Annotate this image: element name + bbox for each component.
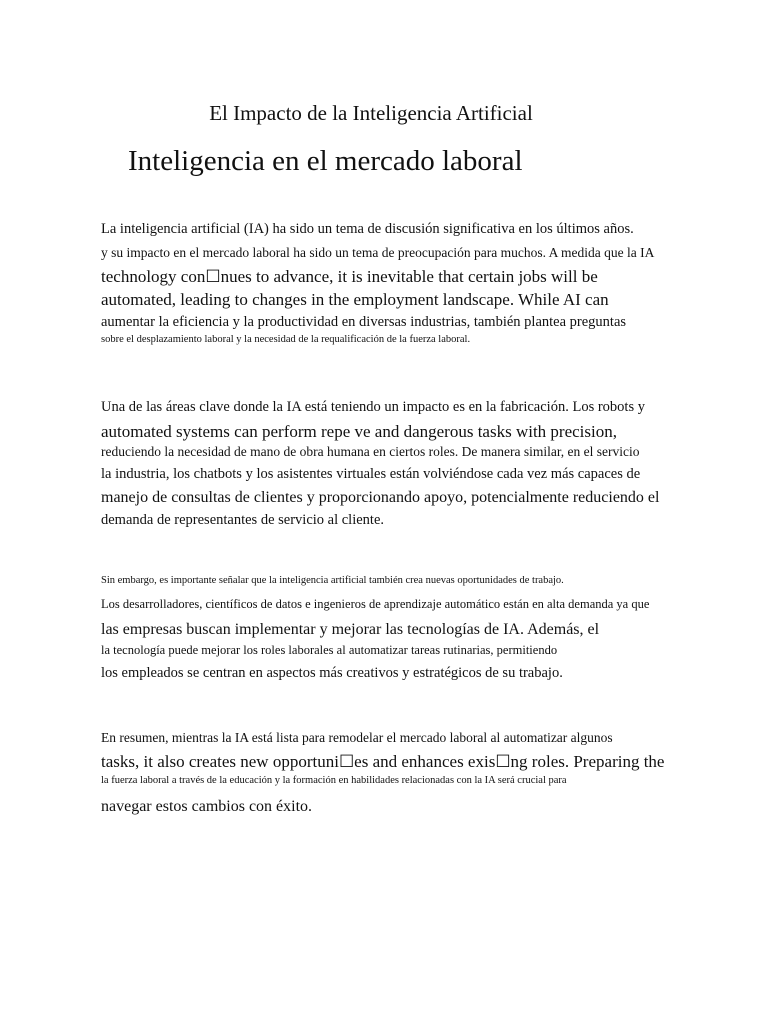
paragraph-2-line-4: la industria, los chatbots y los asistentes virtuales están volviéndose cada vez más capaces de [101, 466, 641, 482]
paragraph-1-line-6: sobre el desplazamiento laboral y la necesidad de la requalificación de la fuerza laboral. [101, 334, 471, 345]
paragraph-4-line-3: la fuerza laboral a través de la educación y la formación en habilidades relacionadas con la IA será crucial para [101, 775, 567, 786]
paragraph-3-line-1: Sin embargo, es importante señalar que la inteligencia artificial también crea nuevas oportunidades de trabajo. [101, 575, 564, 586]
paragraph-1-line-3: technology con☐nues to advance, it is inevitable that certain jobs will be [101, 267, 598, 286]
paragraph-1-line-1: La inteligencia artificial (IA) ha sido un tema de discusión significativa en los últimos años. [101, 221, 634, 237]
paragraph-2-line-6: demanda de representantes de servicio al cliente. [101, 512, 385, 528]
document-header-title: El Impacto de la Inteligencia Artificial [209, 101, 533, 125]
paragraph-1-line-2: y su impacto en el mercado laboral ha sido un tema de preocupación para muchos. A medida que la IA [101, 245, 655, 260]
paragraph-4-line-1: En resumen, mientras la IA está lista para remodelar el mercado laboral al automatizar algunos [101, 730, 613, 745]
paragraph-4-line-4: navegar estos cambios con éxito. [101, 798, 313, 815]
paragraph-3-line-4: la tecnología puede mejorar los roles laborales al automatizar tareas rutinarias, permitiendo [101, 643, 558, 657]
paragraph-1-line-4: automated, leading to changes in the employment landscape. While AI can [101, 290, 609, 309]
paragraph-2-line-2: automated systems can perform repe ve and dangerous tasks with precision, [101, 422, 617, 441]
paragraph-1-line-5: aumentar la eficiencia y la productividad en diversas industrias, también plantea preguntas [101, 314, 627, 330]
paragraph-3-line-3: las empresas buscan implementar y mejorar las tecnologías de IA. Además, el [101, 621, 600, 638]
document-main-title: Inteligencia en el mercado laboral [128, 145, 523, 177]
paragraph-2-line-3: reduciendo la necesidad de mano de obra humana en ciertos roles. De manera similar, en el servicio [101, 444, 640, 459]
paragraph-4-line-2: tasks, it also creates new opportuni☐es and enhances exis☐ng roles. Preparing the [101, 752, 665, 771]
paragraph-2-line-5: manejo de consultas de clientes y proporcionando apoyo, potencialmente reduciendo el [101, 489, 660, 506]
paragraph-3-line-2: Los desarrolladores, científicos de datos e ingenieros de aprendizaje automático están en alta demanda ya que [101, 597, 650, 611]
paragraph-3-line-5: los empleados se centran en aspectos más creativos y estratégicos de su trabajo. [101, 665, 563, 681]
paragraph-2-line-1: Una de las áreas clave donde la IA está teniendo un impacto es en la fabricación. Los robots y [101, 399, 645, 415]
